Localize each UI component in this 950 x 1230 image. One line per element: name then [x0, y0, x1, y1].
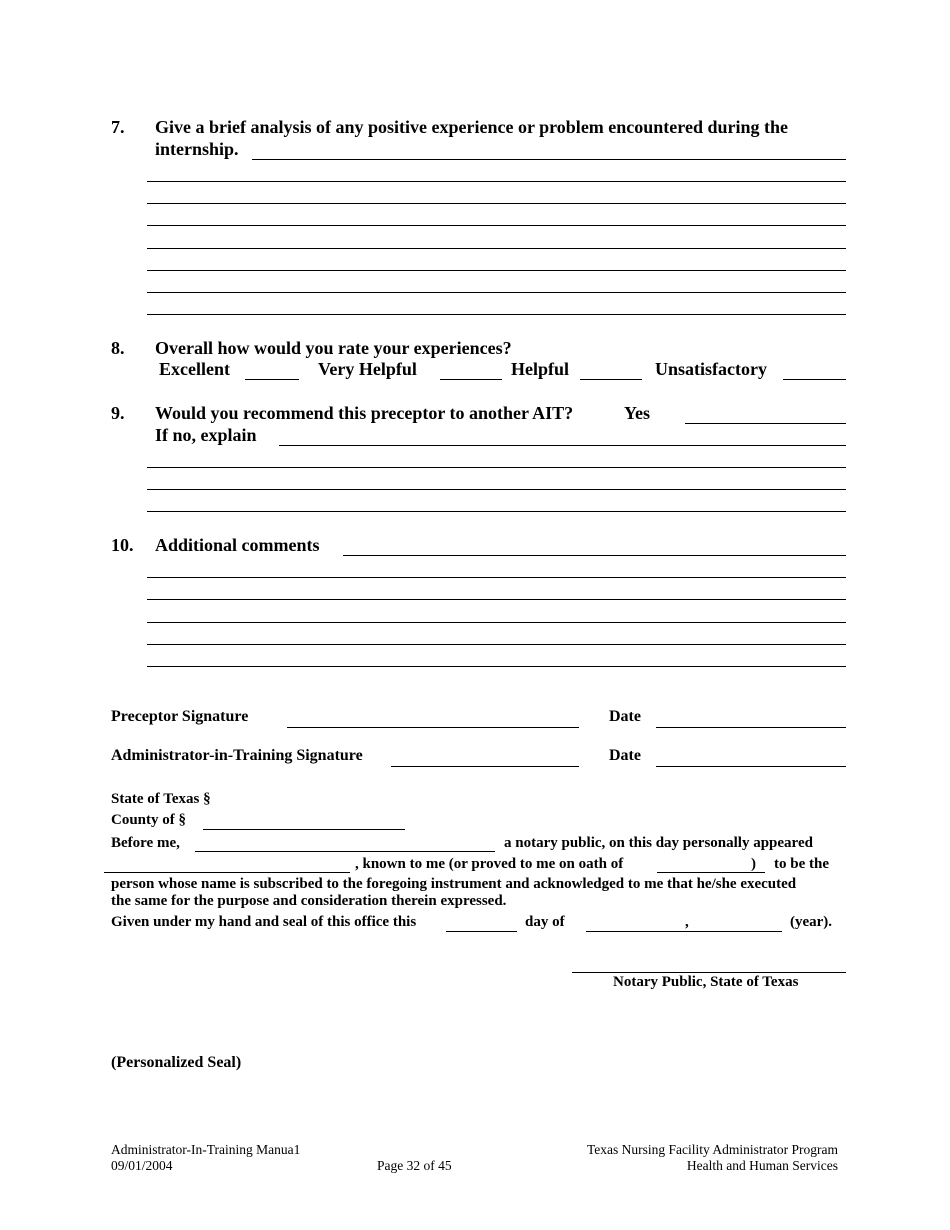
notary-day-of: day of [525, 914, 565, 930]
notary-before-me: Before me, [111, 835, 180, 851]
notary-state: State of Texas § [111, 791, 211, 807]
q9-explain-line[interactable] [147, 467, 846, 468]
footer-agency: Health and Human Services [686, 1158, 838, 1173]
notary-person-line1: person whose name is subscribed to the foregoing instrument and acknowledged to me that he/she executed [111, 876, 797, 892]
q10-comment-line[interactable] [147, 644, 846, 645]
q9-explain-line[interactable] [147, 489, 846, 490]
q7-number: 7. [111, 117, 125, 137]
q10-comment-line[interactable] [343, 555, 846, 556]
q7-answer-line[interactable] [252, 159, 846, 160]
notary-year: (year). [790, 914, 833, 930]
given-day-line[interactable] [446, 931, 517, 932]
notary-known-text: , known to me (or proved to me on oath of [355, 856, 624, 872]
notary-given-text: Given under my hand and seal of this office this [111, 914, 417, 930]
notary-county: County of § [111, 812, 187, 828]
q7-answer-line[interactable] [147, 314, 846, 315]
appeared-person-line[interactable] [104, 872, 350, 873]
q8-helpful-blank[interactable] [580, 379, 642, 380]
notary-comma: , [685, 914, 689, 930]
q9-explain-line[interactable] [279, 445, 846, 446]
q9-explain-line[interactable] [147, 511, 846, 512]
footer-program: Texas Nursing Facility Administrator Program [586, 1142, 838, 1157]
q8-option-very-helpful: Very Helpful [318, 359, 417, 379]
footer-manual-title: Administrator-In-Training Manua1 [111, 1142, 301, 1157]
ait-signature-label: Administrator-in-Training Signature [111, 747, 363, 764]
q7-answer-line[interactable] [147, 292, 846, 293]
q8-option-unsatisfactory: Unsatisfactory [655, 359, 767, 379]
oath-of-line[interactable] [657, 872, 765, 873]
preceptor-date-label: Date [609, 708, 641, 725]
q7-answer-line[interactable] [147, 181, 846, 182]
ait-signature-line[interactable] [391, 766, 579, 767]
given-month-line[interactable] [586, 931, 782, 932]
q8-excellent-blank[interactable] [245, 379, 299, 380]
notary-close-paren: ) [751, 856, 756, 872]
q9-explain-label: If no, explain [155, 425, 257, 445]
q9-number: 9. [111, 403, 125, 423]
q8-question: Overall how would you rate your experiences? [155, 338, 512, 358]
q7-answer-line[interactable] [147, 248, 846, 249]
q8-unsatisfactory-blank[interactable] [783, 379, 846, 380]
footer-page-number: Page 32 of 45 [377, 1158, 452, 1173]
q10-number: 10. [111, 535, 134, 555]
notary-public-label: Notary Public, State of Texas [613, 974, 799, 990]
q7-answer-line[interactable] [147, 225, 846, 226]
q10-label: Additional comments [155, 535, 320, 555]
q10-comment-line[interactable] [147, 577, 846, 578]
q10-comment-line[interactable] [147, 622, 846, 623]
q9-question: Would you recommend this preceptor to another AIT? [155, 403, 574, 423]
notary-name-line[interactable] [195, 851, 495, 852]
preceptor-date-line[interactable] [656, 727, 846, 728]
ait-date-line[interactable] [656, 766, 846, 767]
notary-to-be-the: to be the [774, 856, 829, 872]
ait-date-label: Date [609, 747, 641, 764]
q9-yes-blank[interactable] [685, 423, 846, 424]
preceptor-signature-line[interactable] [287, 727, 579, 728]
personalized-seal: (Personalized Seal) [111, 1054, 242, 1071]
q8-option-excellent: Excellent [159, 359, 230, 379]
notary-person-line2: the same for the purpose and consideration therein expressed. [111, 893, 507, 909]
q8-option-helpful: Helpful [511, 359, 570, 379]
notary-public-text: a notary public, on this day personally appeared [504, 835, 813, 851]
q7-answer-line[interactable] [147, 203, 846, 204]
footer-date: 09/01/2004 [111, 1158, 173, 1173]
q10-comment-line[interactable] [147, 599, 846, 600]
q7-text-line1: Give a brief analysis of any positive experience or problem encountered during the [155, 117, 788, 137]
notary-county-line[interactable] [203, 829, 405, 830]
q10-comment-line[interactable] [147, 666, 846, 667]
notary-signature-line[interactable] [572, 972, 846, 973]
q9-yes-label: Yes [624, 403, 650, 423]
q7-text-line2: internship. [155, 139, 239, 159]
q8-number: 8. [111, 338, 125, 358]
preceptor-signature-label: Preceptor Signature [111, 708, 249, 725]
q7-answer-line[interactable] [147, 270, 846, 271]
q8-very-helpful-blank[interactable] [440, 379, 502, 380]
